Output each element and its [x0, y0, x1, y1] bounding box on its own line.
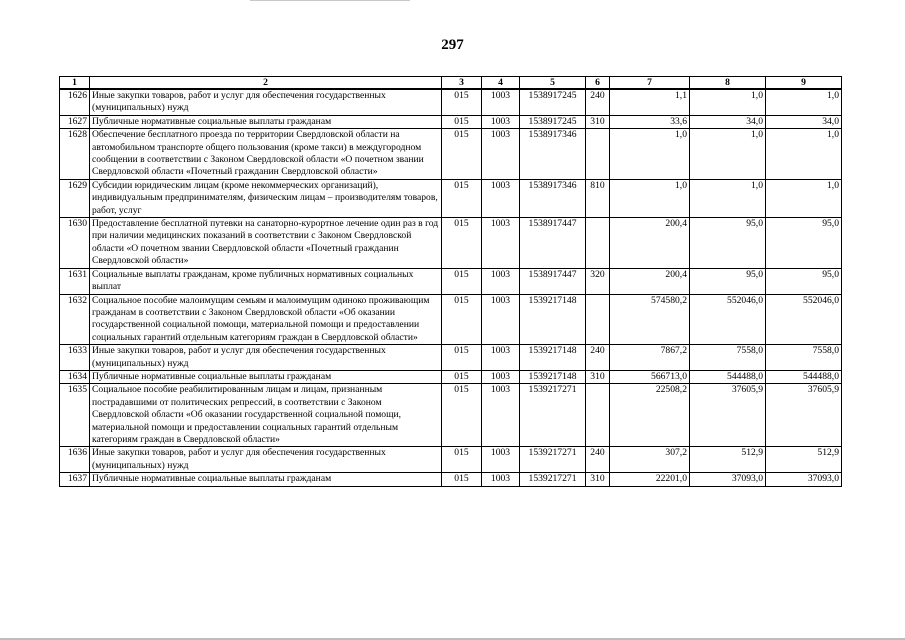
row-col5: 1538917245 [520, 115, 586, 128]
row-number: 1637 [60, 473, 90, 486]
row-number: 1628 [60, 129, 90, 180]
row-value-8: 34,0 [690, 115, 766, 128]
row-col5: 1538917447 [520, 218, 586, 269]
row-col6 [586, 129, 610, 180]
row-col3: 015 [442, 294, 482, 345]
row-value-8: 7558,0 [690, 345, 766, 371]
row-value-8: 95,0 [690, 218, 766, 269]
row-value-9: 544488,0 [766, 370, 842, 383]
row-col6: 320 [586, 268, 610, 294]
row-col4: 1003 [482, 384, 520, 447]
row-col3: 015 [442, 345, 482, 371]
row-value-8: 37093,0 [690, 473, 766, 486]
row-col4: 1003 [482, 447, 520, 473]
row-value-7: 22201,0 [610, 473, 690, 486]
table-row [60, 129, 842, 180]
row-name: Обеспечение бесплатного проезда по территории Свердловской области на автомобильном транспорте общего пользования (кроме такси) в междугородном сообщении в соответствии с Законом Свердловской области «О почетном звании Свердловской области «Почетный гражданин Свердловской области» [90, 129, 442, 180]
column-header-6: 6 [586, 77, 610, 90]
column-header-3: 3 [442, 77, 482, 90]
row-number: 1627 [60, 115, 90, 128]
row-col4: 1003 [482, 294, 520, 345]
scan-edge-top [250, 0, 410, 1]
header-row [60, 77, 842, 90]
row-col6 [586, 218, 610, 269]
row-value-9: 34,0 [766, 115, 842, 128]
row-value-8: 1,0 [690, 129, 766, 180]
row-value-7: 1,0 [610, 179, 690, 217]
row-value-8: 552046,0 [690, 294, 766, 345]
row-number: 1626 [60, 89, 90, 115]
row-value-7: 33,6 [610, 115, 690, 128]
table-row [60, 447, 842, 473]
row-col6 [586, 294, 610, 345]
row-name: Предоставление бесплатной путевки на санаторно-курортное лечение один раз в год при наличии медицинских показаний в соответствии с Законом Свердловской области «О почетном звании Свердловской области «Почетный гражданин Свердловской области» [90, 218, 442, 269]
column-header-5: 5 [520, 77, 586, 90]
row-col5: 1539217148 [520, 370, 586, 383]
row-value-7: 22508,2 [610, 384, 690, 447]
row-number: 1631 [60, 268, 90, 294]
row-col3: 015 [442, 129, 482, 180]
row-value-8: 95,0 [690, 268, 766, 294]
table-row [60, 268, 842, 294]
row-col5: 1539217148 [520, 345, 586, 371]
row-col4: 1003 [482, 268, 520, 294]
row-col3: 015 [442, 179, 482, 217]
row-value-8: 37605,9 [690, 384, 766, 447]
row-col4: 1003 [482, 345, 520, 371]
row-col6: 310 [586, 115, 610, 128]
row-col5: 1539217271 [520, 473, 586, 486]
table-row [60, 179, 842, 217]
row-col6: 240 [586, 345, 610, 371]
row-col4: 1003 [482, 218, 520, 269]
row-value-7: 7867,2 [610, 345, 690, 371]
row-number: 1635 [60, 384, 90, 447]
row-value-7: 1,1 [610, 89, 690, 115]
column-header-7: 7 [610, 77, 690, 90]
row-col5: 1539217148 [520, 294, 586, 345]
row-number: 1636 [60, 447, 90, 473]
row-name: Субсидии юридическим лицам (кроме некоммерческих организаций), индивидуальным предпринимателям, физическим лицам – производителям товаров, работ, услуг [90, 179, 442, 217]
row-col3: 015 [442, 268, 482, 294]
table-row [60, 115, 842, 128]
row-value-7: 307,2 [610, 447, 690, 473]
table-row [60, 294, 842, 345]
table-row [60, 345, 842, 371]
row-col3: 015 [442, 89, 482, 115]
row-col5: 1538917346 [520, 179, 586, 217]
table-header [60, 77, 842, 90]
row-value-8: 512,9 [690, 447, 766, 473]
row-col3: 015 [442, 384, 482, 447]
row-col3: 015 [442, 447, 482, 473]
row-col5: 1538917245 [520, 89, 586, 115]
row-col5: 1539217271 [520, 384, 586, 447]
row-number: 1634 [60, 370, 90, 383]
column-header-9: 9 [766, 77, 842, 90]
row-col4: 1003 [482, 370, 520, 383]
row-value-8: 1,0 [690, 179, 766, 217]
row-value-7: 200,4 [610, 268, 690, 294]
row-value-9: 95,0 [766, 218, 842, 269]
row-name: Социальное пособие реабилитированным лицам и лицам, признанным пострадавшими от политических репрессий, в соответствии с Законом Свердловской области «Об оказании государственной социальной помощи, материальной помощи и предоставлении социальных гарантий отдельным категориям граждан в Свердловской области» [90, 384, 442, 447]
row-value-9: 1,0 [766, 179, 842, 217]
row-col5: 1538917346 [520, 129, 586, 180]
page-number: 297 [441, 37, 464, 53]
row-col6: 240 [586, 447, 610, 473]
column-header-2: 2 [90, 77, 442, 90]
column-header-8: 8 [690, 77, 766, 90]
row-col6 [586, 384, 610, 447]
row-col6: 310 [586, 473, 610, 486]
row-value-9: 552046,0 [766, 294, 842, 345]
row-name: Иные закупки товаров, работ и услуг для обеспечения государственных (муниципальных) нужд [90, 345, 442, 371]
row-col3: 015 [442, 473, 482, 486]
row-number: 1630 [60, 218, 90, 269]
row-value-7: 574580,2 [610, 294, 690, 345]
row-number: 1632 [60, 294, 90, 345]
table-row [60, 473, 842, 486]
row-col5: 1539217271 [520, 447, 586, 473]
row-col4: 1003 [482, 473, 520, 486]
row-value-7: 566713,0 [610, 370, 690, 383]
table-row [60, 370, 842, 383]
row-name: Публичные нормативные социальные выплаты гражданам [90, 115, 442, 128]
row-col3: 015 [442, 218, 482, 269]
row-value-9: 512,9 [766, 447, 842, 473]
row-value-9: 1,0 [766, 89, 842, 115]
row-name: Иные закупки товаров, работ и услуг для обеспечения государственных (муниципальных) нужд [90, 447, 442, 473]
table-row [60, 218, 842, 269]
row-name: Иные закупки товаров, работ и услуг для обеспечения государственных (муниципальных) нужд [90, 89, 442, 115]
row-name: Публичные нормативные социальные выплаты гражданам [90, 370, 442, 383]
row-value-7: 200,4 [610, 218, 690, 269]
row-value-8: 544488,0 [690, 370, 766, 383]
row-value-9: 95,0 [766, 268, 842, 294]
budget-table [59, 76, 842, 487]
row-col3: 015 [442, 115, 482, 128]
row-value-9: 7558,0 [766, 345, 842, 371]
row-col4: 1003 [482, 89, 520, 115]
row-col5: 1538917447 [520, 268, 586, 294]
row-col6: 310 [586, 370, 610, 383]
row-value-9: 37093,0 [766, 473, 842, 486]
row-col4: 1003 [482, 179, 520, 217]
column-header-4: 4 [482, 77, 520, 90]
row-col4: 1003 [482, 129, 520, 180]
row-value-9: 37605,9 [766, 384, 842, 447]
row-value-8: 1,0 [690, 89, 766, 115]
row-col4: 1003 [482, 115, 520, 128]
row-value-9: 1,0 [766, 129, 842, 180]
row-col6: 810 [586, 179, 610, 217]
table-row [60, 89, 842, 115]
row-number: 1629 [60, 179, 90, 217]
row-name: Социальные выплаты гражданам, кроме публичных нормативных социальных выплат [90, 268, 442, 294]
row-value-7: 1,0 [610, 129, 690, 180]
column-header-1: 1 [60, 77, 90, 90]
row-col6: 240 [586, 89, 610, 115]
table-row [60, 384, 842, 447]
row-number: 1633 [60, 345, 90, 371]
row-name: Публичные нормативные социальные выплаты гражданам [90, 473, 442, 486]
table-body [60, 89, 842, 486]
row-name: Социальное пособие малоимущим семьям и малоимущим одиноко проживающим гражданам в соответствии с Законом Свердловской области «Об оказании государственной социальной помощи, материальной помощи и предоставлении социальных гарантий отдельным категориям граждан в Свердловской области» [90, 294, 442, 345]
row-col3: 015 [442, 370, 482, 383]
